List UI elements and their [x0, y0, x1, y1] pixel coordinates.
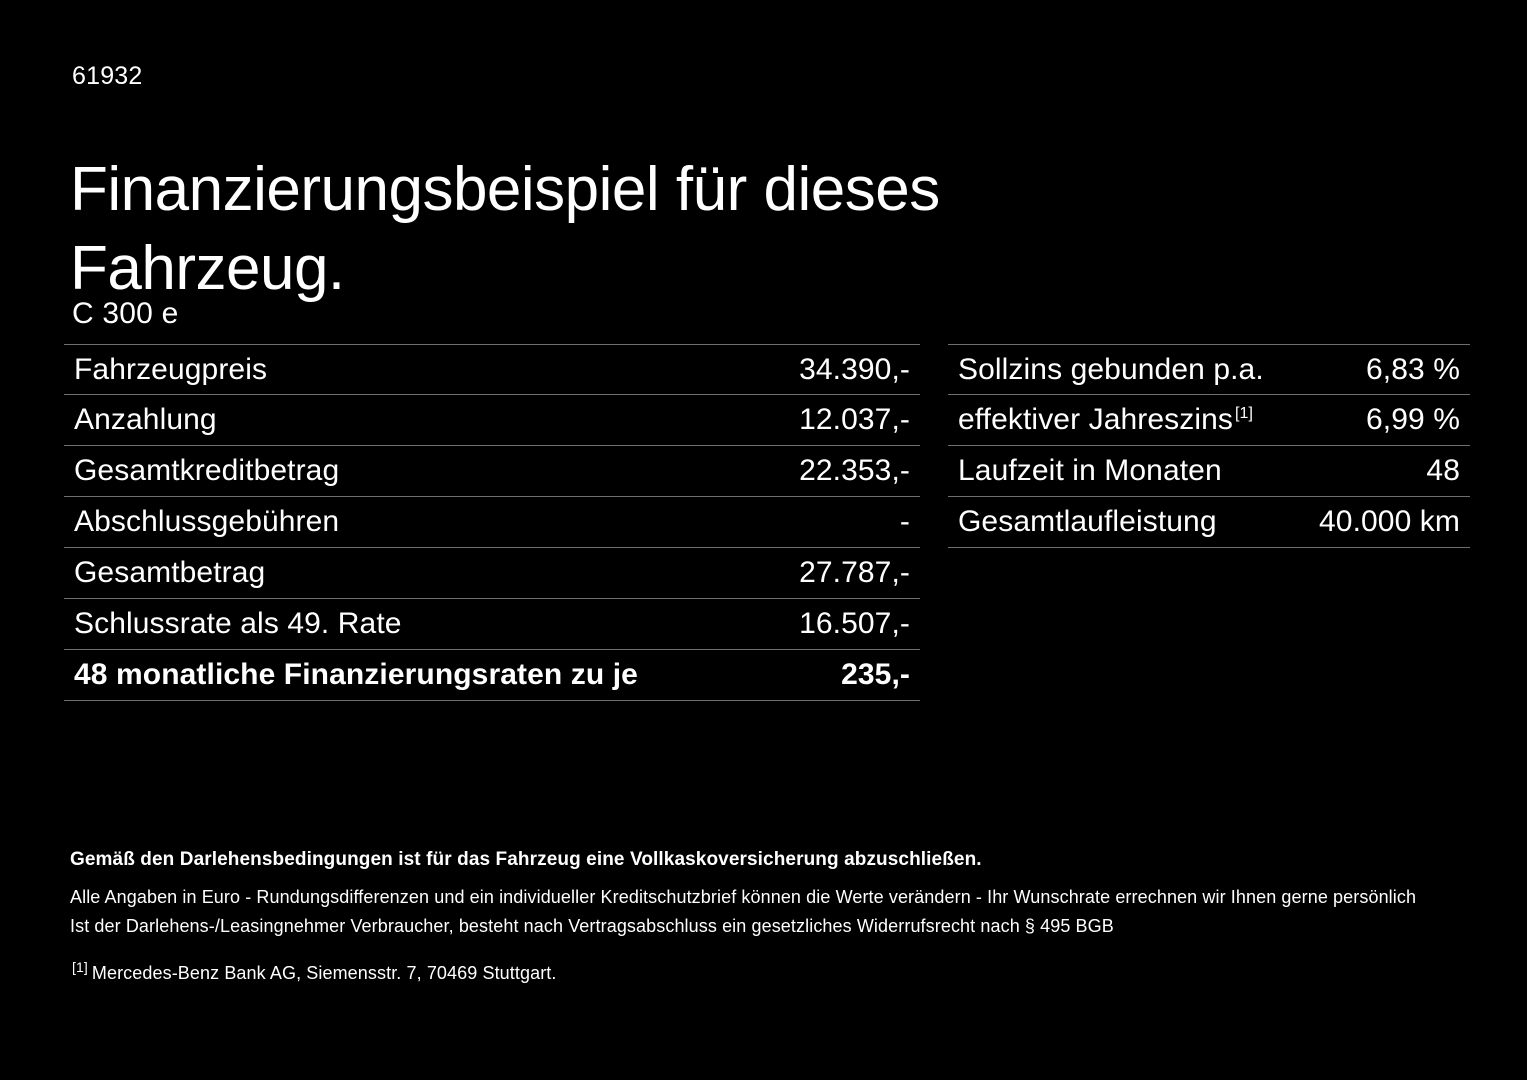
- table-row-monthly-rate: [64, 650, 920, 701]
- footnote-bank-text: Mercedes-Benz Bank AG, Siemensstr. 7, 70469 Stuttgart.: [91, 963, 557, 983]
- row-value: 235,-: [841, 658, 910, 691]
- row-value: 6,99 %: [1366, 403, 1460, 436]
- row-label: Anzahlung: [74, 403, 217, 436]
- row-label: Fahrzeugpreis: [74, 353, 268, 386]
- footnote-marker: [1]: [1235, 405, 1254, 422]
- row-value: 6,83 %: [1366, 353, 1460, 386]
- row-label: Laufzeit in Monaten: [958, 454, 1222, 487]
- table-row: [64, 548, 920, 599]
- table-row: [948, 344, 1470, 395]
- footnote-marker: [1]: [72, 959, 88, 975]
- table-row: [64, 599, 920, 650]
- financing-table-left: [64, 344, 920, 701]
- row-label: Abschlussgebühren: [74, 505, 340, 538]
- footnotes: [70, 845, 1460, 988]
- row-label: 48 monatliche Finanzierungsraten zu je: [74, 658, 638, 691]
- page-title: Finanzierungsbeispiel für dieses Fahrzeug.: [70, 154, 940, 303]
- row-label: [958, 404, 1253, 436]
- footnote-line-2: Ist der Darlehens-/Leasingnehmer Verbraucher, besteht nach Vertragsabschluss ein gesetzliches Widerrufsrecht nach § 495 BGB: [70, 916, 1114, 936]
- table-row: [64, 446, 920, 497]
- row-value: 22.353,-: [799, 454, 910, 487]
- table-row: [948, 395, 1470, 446]
- finance-tables: [64, 344, 1471, 701]
- table-row: [64, 497, 920, 548]
- table-row: [64, 344, 920, 395]
- row-value: 48: [1426, 454, 1460, 487]
- financing-table-right: [948, 344, 1470, 548]
- table-row: [948, 446, 1470, 497]
- row-label: Gesamtkreditbetrag: [74, 454, 340, 487]
- footnote-line-1: Alle Angaben in Euro - Rundungsdifferenzen und ein individueller Kreditschutzbrief können die Werte verändern - Ihr Wunschrate errechnen wir Ihnen gerne persönlich: [70, 887, 1417, 907]
- row-label-text: effektiver Jahreszins: [958, 403, 1234, 436]
- row-value: 12.037,-: [799, 403, 910, 436]
- row-value: 34.390,-: [799, 353, 910, 386]
- vehicle-model-label: C 300 e: [72, 297, 179, 330]
- document-id: 61932: [72, 62, 143, 90]
- footnote-insurance-notice: Gemäß den Darlehensbedingungen ist für das Fahrzeug eine Vollkaskoversicherung abzuschließen.: [70, 849, 982, 870]
- row-value: 40.000 km: [1319, 505, 1460, 538]
- footnote-bank: [70, 959, 1460, 988]
- row-value: -: [899, 505, 910, 538]
- table-row: [948, 497, 1470, 548]
- row-label: Gesamtbetrag: [74, 556, 266, 589]
- row-label: Gesamtlaufleistung: [958, 505, 1217, 538]
- row-value: 16.507,-: [799, 607, 910, 640]
- row-label: Sollzins gebunden p.a.: [958, 353, 1264, 386]
- table-row: [64, 395, 920, 446]
- row-label: Schlussrate als 49. Rate: [74, 607, 402, 640]
- row-value: 27.787,-: [799, 556, 910, 589]
